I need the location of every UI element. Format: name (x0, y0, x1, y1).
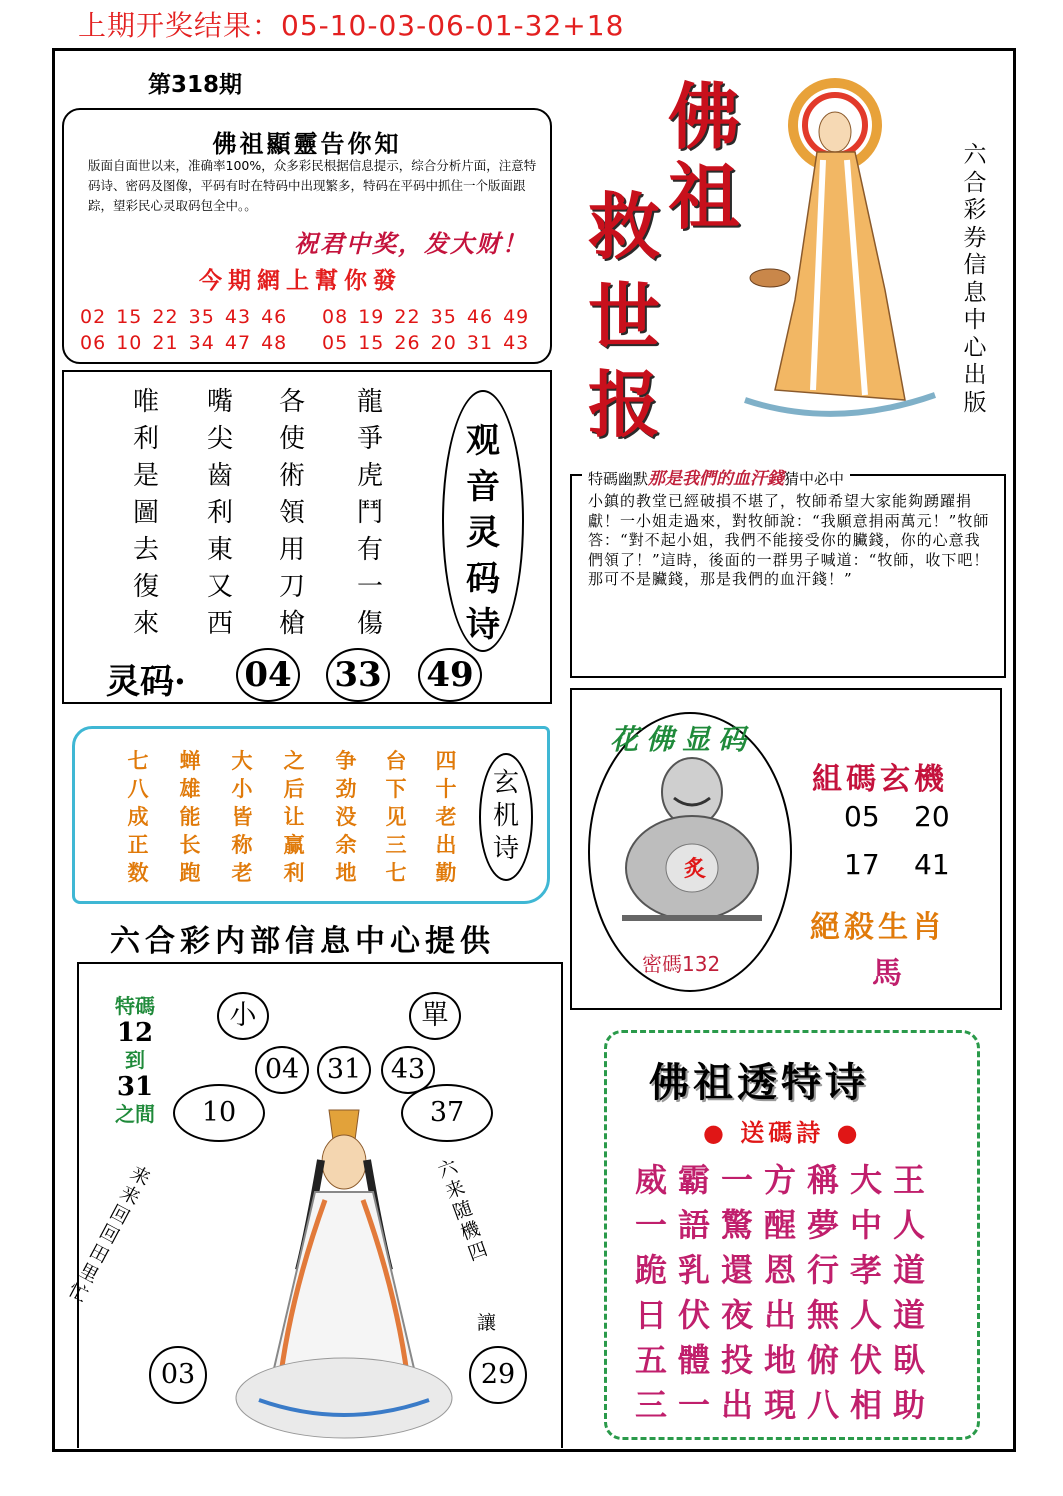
numbers-row1-right: 08 19 22 35 46 49 (322, 306, 530, 328)
laughing-buddha-illustration (612, 750, 772, 930)
xuanji-column-3: 大小皆称老 (231, 748, 253, 885)
numbers-row2-right: 05 15 26 20 31 43 (322, 332, 530, 354)
numbers-row1-left: 02 15 22 35 43 46 (80, 306, 288, 328)
tou-poem-row-5: 五體投地俯伏臥 (635, 1341, 937, 1379)
number-10: 10 (173, 1084, 265, 1142)
number-37: 37 (401, 1084, 493, 1142)
right-verse-extra: 讓 (477, 1312, 497, 1334)
poem-column-4: 龍爭虎鬥有一傷 (356, 387, 383, 639)
group-code-title: 組碼玄機 (812, 762, 948, 797)
special-range-e: 之間 (115, 1102, 155, 1126)
joke-title-main: 那是我們的血汗錢 (648, 469, 785, 489)
numbers-row2-left: 06 10 21 34 47 48 (80, 332, 288, 354)
tag-small: 小 (217, 992, 269, 1040)
intro-text: 版面自面世以来，准确率100%，众多彩民根据信息提示，综合分析片面，注意特码诗、密码及图像，平码有时在特码中出现繁多，特码在平码中抓住一个版面跟踪，望彩民心灵取码包全中。。 (88, 158, 537, 213)
code-number-1: 04 (236, 648, 300, 702)
publisher-label: 六合彩券信息中心出版 (963, 142, 987, 416)
tou-poem-row-1: 威霸一方稱大王 (635, 1161, 937, 1199)
xuanji-label-oval (479, 753, 533, 881)
group-code-2: 20 (914, 800, 950, 833)
xuanji-poem-box (72, 726, 550, 904)
number-43: 43 (381, 1046, 435, 1094)
buddha-arc-label: 花佛显码 (610, 723, 755, 756)
tou-te-subtitle: ● 送碼詩 ● (703, 1118, 862, 1147)
joke-box (570, 469, 1006, 678)
xuanji-column-6: 台下见三七 (385, 748, 407, 885)
buddha-code-box (570, 688, 1002, 1010)
special-range-d: 31 (116, 1072, 154, 1102)
xuanji-column-2: 蝉雄能长跑 (179, 748, 201, 885)
masthead-char-3: 救 (588, 184, 661, 269)
joke-title-suffix: 猜中必中 (784, 470, 845, 488)
left-verse: 来来回回田里忙 (64, 1162, 154, 1307)
intro-slogan: 祝君中奖，发大财！ (294, 229, 528, 258)
poem-column-3: 各使術領用刀槍 (278, 387, 305, 639)
tou-poem-row-4: 日伏夜出無人道 (635, 1296, 937, 1334)
xuanji-column-7: 四十老出勤 (435, 748, 457, 885)
special-range-a: 特碼 (115, 994, 155, 1018)
intro-title: 佛祖顯靈告你知 (212, 129, 402, 158)
special-range-c: 到 (125, 1048, 145, 1072)
masthead-char-1: 佛 (668, 74, 741, 159)
seated-guanyin-illustration (229, 1100, 459, 1446)
xuanji-column-1: 七八成正数 (127, 748, 149, 885)
kill-zodiac-title: 絕殺生肖 (810, 910, 946, 945)
group-code-1: 05 (844, 800, 880, 833)
poem-label-oval (442, 390, 524, 652)
buddha-badge: 炙 (684, 856, 707, 882)
number-03: 03 (149, 1346, 207, 1404)
joke-text: 小鎮的教堂已經破損不堪了，牧師希望大家能夠踴躍捐獻！一小姐走過來，對牧師說：“我願意捐兩萬元！”牧師答：“對不起小姐，我們不能接受你的臟錢，你的心意我們領了！”這時，後面的一群男子喊道：“牧師，收下吧！那可不是臟錢，那是我們的血汗錢！” (588, 492, 990, 588)
xuanji-column-5: 争劲没余地 (335, 748, 357, 885)
joke-title-prefix: 特碼幽默 (588, 470, 649, 488)
guanyin-standing-illustration (735, 60, 955, 430)
masthead-char-2: 祖 (668, 154, 741, 239)
poem-column-1: 唯利是圖去復來 (132, 387, 159, 639)
secret-code: 密碼132 (642, 952, 721, 976)
issue-number: 第318期 (148, 72, 243, 98)
code-number-3: 49 (418, 648, 482, 702)
poem-label: 观音灵码诗 (466, 421, 500, 645)
code-label: 灵码· (106, 662, 186, 702)
number-29: 29 (469, 1346, 527, 1404)
provider-line: 六合彩内部信息中心提供 (110, 924, 495, 959)
special-range-b: 12 (116, 1018, 154, 1048)
masthead-char-5: 报 (588, 362, 661, 447)
number-31: 31 (317, 1046, 371, 1094)
right-verse: 六来随機四 (435, 1155, 491, 1266)
last-draw-result: 上期开奖结果：05-10-03-06-01-32+18 (78, 9, 625, 42)
group-code-4: 41 (914, 848, 950, 881)
guanyin-poem-box (62, 370, 552, 704)
tou-poem-row-3: 跪乳還恩行孝道 (635, 1251, 937, 1289)
number-04: 04 (255, 1046, 309, 1094)
xuanji-label: 玄机诗 (492, 768, 519, 864)
special-code-box (64, 962, 563, 1448)
intro-subtitle: 今期網上幫你發 (199, 267, 402, 294)
code-number-2: 33 (326, 648, 390, 702)
special-range-label (115, 994, 155, 1126)
tou-te-title: 佛祖透特诗 (649, 1059, 869, 1106)
tou-te-poem-box (604, 1030, 980, 1440)
tag-single: 單 (409, 992, 461, 1040)
joke-title (582, 464, 850, 489)
group-code-3: 17 (844, 848, 880, 881)
tou-te-subtitle-text: 送碼詩 (740, 1118, 825, 1147)
xuanji-column-4: 之后让赢利 (283, 748, 305, 885)
tou-poem-row-2: 一語驚醒夢中人 (635, 1206, 937, 1244)
tou-poem-row-6: 三一出現八相助 (635, 1386, 937, 1424)
intro-box (62, 108, 552, 364)
kill-zodiac-value: 馬 (872, 956, 902, 991)
poem-column-2: 嘴尖齒利東又西 (206, 387, 233, 639)
masthead-char-4: 世 (588, 274, 661, 359)
